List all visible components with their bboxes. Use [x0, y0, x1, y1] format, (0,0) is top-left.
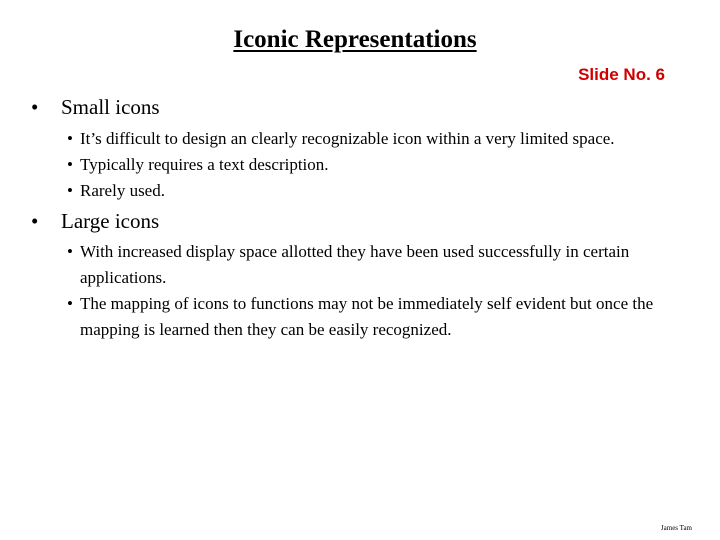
sub-bullet-list	[0, 239, 720, 343]
slide-number: Slide No. 6	[578, 65, 665, 84]
list-item	[0, 291, 720, 343]
list-item-text: It’s difficult to design an clearly recognizable icon within a very limited space.	[80, 129, 615, 148]
list-item-text: Typically requires a text description.	[80, 155, 329, 174]
list-item	[0, 126, 720, 152]
section-heading-text: Small icons	[61, 95, 160, 119]
bullet-icon: •	[67, 242, 73, 261]
author-footer: James Tam	[660, 524, 692, 532]
section-heading	[0, 92, 720, 122]
list-item	[0, 178, 720, 204]
list-item	[0, 239, 720, 291]
list-item-text: With increased display space allotted they have been used successfully in certain applications.	[80, 242, 630, 287]
bullet-icon: •	[67, 155, 73, 174]
slide-title: Iconic Representations	[233, 26, 477, 53]
bullet-icon: •	[67, 294, 73, 313]
list-item-text: The mapping of icons to functions may not be immediately self evident but once the mapping is learned then they can be easily recognized.	[80, 294, 654, 339]
bullet-icon: •	[67, 181, 73, 200]
bullet-icon: •	[31, 95, 39, 119]
section-small-icons	[0, 92, 720, 204]
list-item	[0, 152, 720, 178]
sub-bullet-list	[0, 126, 720, 204]
section-heading-text: Large icons	[61, 209, 160, 233]
section-large-icons	[0, 206, 720, 343]
section-heading	[0, 206, 720, 236]
slide-body	[0, 92, 720, 343]
bullet-icon: •	[31, 209, 39, 233]
list-item-text: Rarely used.	[80, 181, 165, 200]
bullet-icon: •	[67, 129, 73, 148]
